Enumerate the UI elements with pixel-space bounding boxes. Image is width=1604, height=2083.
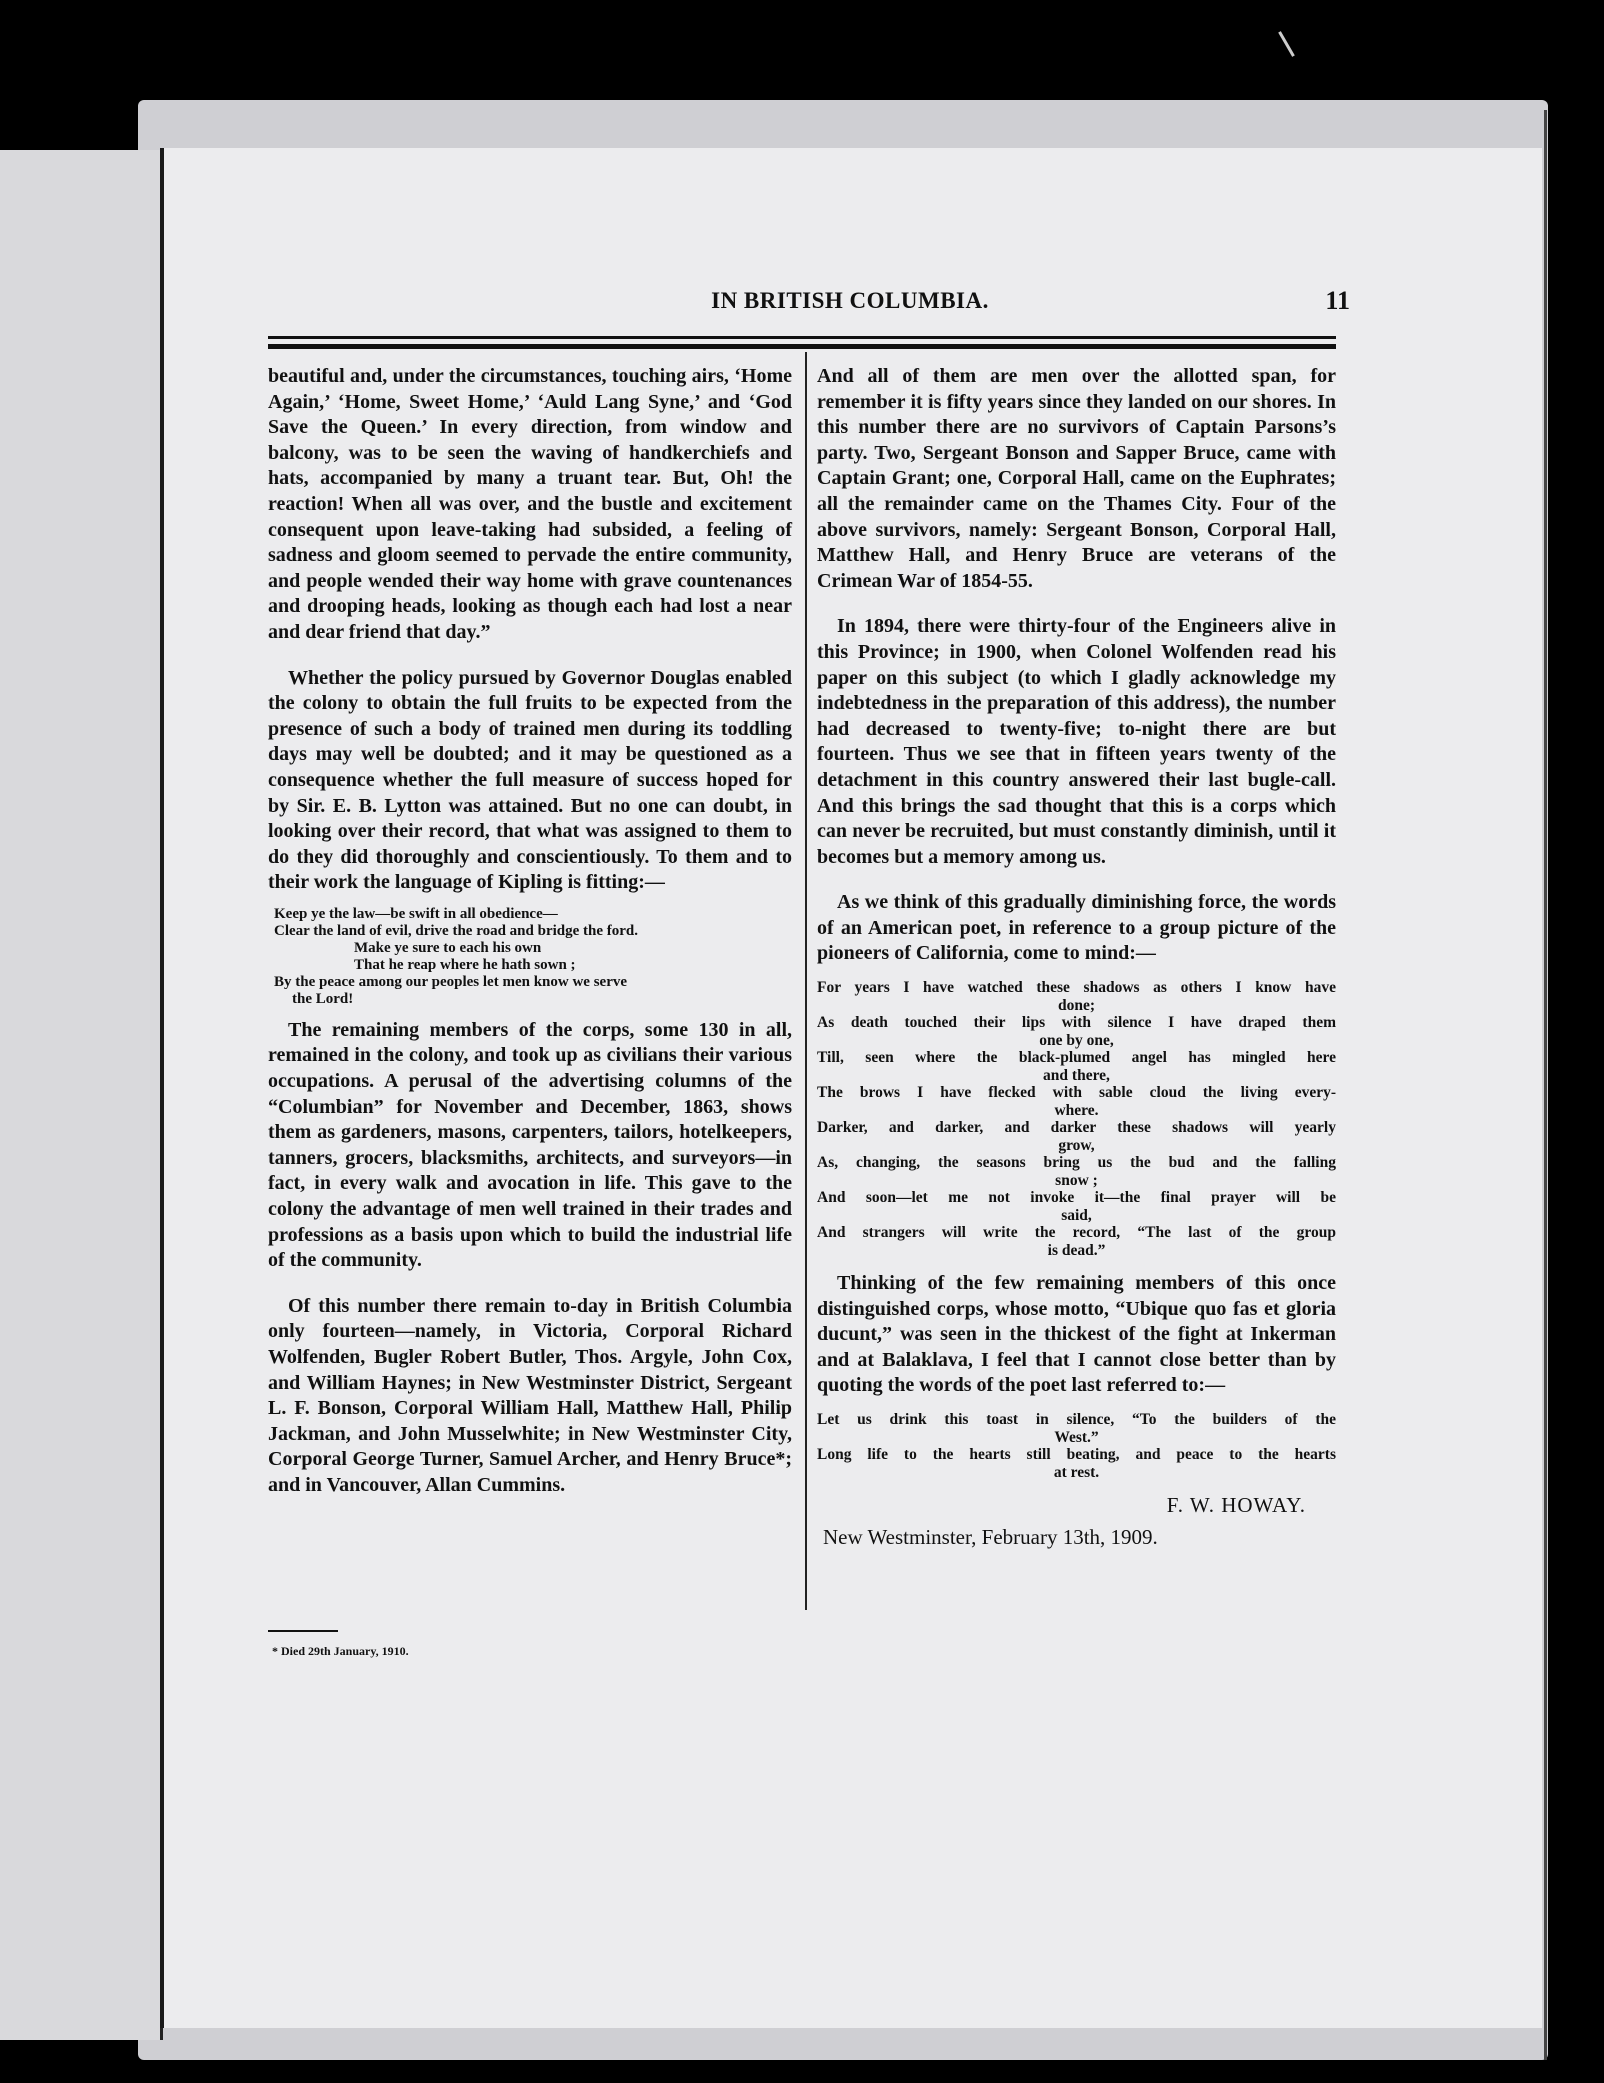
footnote-rule — [268, 1630, 338, 1632]
paragraph: In 1894, there were thirty-four of the Engineers alive in this Province; in 1900, when Colonel Wolfenden read his paper on this subject (to which I gladly acknowledge my indebtedness in the preparation of this address), the number had decreased to twenty-five; to-night there are but fourteen. Thus we see that in fifteen years twenty of the detachment in this country answered their last bugle-call. And this brings the sad thought that this is a corps which can never be recruited, but must constantly diminish, until it becomes but a memory among us. — [817, 615, 1336, 868]
toast-line: at rest. — [1053, 1463, 1100, 1481]
poem-line: The brows I have flecked with sable cloud the living every- — [817, 1084, 1336, 1102]
verse-line: the Lord! — [292, 990, 354, 1007]
paragraph: Of this number there remain to-day in British Columbia only fourteen—namely, in Victoria, Corporal Richard Wolfenden, Bugler Robert Butler, Thos. Argyle, John Cox, and William Haynes; in New Westminster District, Sergeant L. F. Bonson, Corporal William Hall, Matthew Hall, Philip Jackman, and John Musselwhite; in New Westminster City, Corporal George Turner, Samuel Archer, and Henry Bruce*; and in Vancouver, Allan Cummins. — [268, 1294, 792, 1496]
toast-line: West.” — [1054, 1428, 1099, 1446]
toast-line: Let us drink this toast in silence, “To the builders of the — [817, 1411, 1336, 1429]
paragraph: The remaining members of the corps, some 130 in all, remained in the colony, and took up as civilians their various occupations. A perusal of the advertising columns of the “Columbian” for November and December, 1863, shows them as gardeners, masons, carpenters, tailors, hotelkeepers, tanners, grocers, blacksmiths, architects, and surveyors—in fact, in every walk and avocation in life. This gave to the colony the advantage of men well trained in their trades and professions as a basis upon which to build the industrial life of the community. — [268, 1018, 792, 1272]
verse-line: Make ye sure to each his own — [354, 939, 542, 956]
poem-line: For years I have watched these shadows as others I know have — [817, 979, 1336, 997]
dateline: New Westminster, February 13th, 1909. — [823, 1524, 1158, 1549]
footnote: * Died 29th January, 1910. — [272, 1644, 409, 1658]
header-rule-thick — [268, 344, 1336, 349]
poem-line: As, changing, the seasons bring us the bud and the falling — [817, 1154, 1336, 1172]
page-number: 11 — [1325, 286, 1350, 315]
poem-line: And strangers will write the record, “The last of the group — [817, 1224, 1336, 1242]
poem-line: one by one, — [1039, 1031, 1114, 1049]
poem-line: where. — [1054, 1101, 1099, 1119]
poem-line: grow, — [1058, 1136, 1095, 1154]
poem-line: is dead.” — [1047, 1241, 1106, 1259]
poem-line: As death touched their lips with silence I have draped them — [817, 1014, 1336, 1032]
verse-line: Keep ye the law—be swift in all obedience— — [274, 905, 558, 922]
poem-line: done; — [1057, 996, 1096, 1014]
facing-page-edge — [0, 150, 163, 2040]
poem-line: And soon—let me not invoke it—the final prayer will be — [817, 1189, 1336, 1207]
poem-line: Till, seen where the black-plumed angel has mingled here — [817, 1049, 1336, 1067]
right-column — [817, 364, 1336, 1550]
header-rule — [268, 336, 1336, 339]
kipling-verse — [274, 906, 792, 1008]
toast-line: Long life to the hearts still beating, and peace to the hearts — [817, 1446, 1336, 1464]
paragraph: beautiful and, under the circumstances, touching airs, ‘Home Again,’ ‘Home, Sweet Home,’ ‘Auld Lang Syne,’ and ‘God Save the Queen.’ In every direction, from window and balcony, was to be seen the waving of handkerchiefs and hats, accompanied by many a truant tear. But, Oh! the reaction! When all was over, and the bustle and excitement consequent upon leave-taking had subsided, a feeling of sadness and gloom seemed to pervade the entire community, and people wended their way home with grave countenances and drooping heads, looking as though each had lost a near and dear friend that day.” — [268, 365, 792, 643]
scan-mark — [1278, 31, 1295, 57]
page-edge-shadow — [1544, 110, 1547, 2060]
poem-line: snow ; — [1055, 1171, 1098, 1189]
verse-line: By the peace among our peoples let men know we serve — [274, 973, 628, 990]
toast-verse — [817, 1411, 1336, 1481]
verse-line: Clear the land of evil, drive the road and bridge the ford. — [274, 922, 639, 939]
paragraph: As we think of this gradually diminishing force, the words of an American poet, in reference to a group picture of the pioneers of California, come to mind:— — [817, 891, 1336, 965]
paragraph: Whether the policy pursued by Governor Douglas enabled the colony to obtain the full fruits to be expected from the presence of such a body of trained men during its toddling days may well be doubted; and it may be questioned as a consequence whether the full measure of success hoped for by Sir. E. B. Lytton was attained. But no one can doubt, in looking over their record, that what was assigned to them to do they did thoroughly and conscientiously. To them and to their work the language of Kipling is fitting:— — [268, 666, 792, 894]
poem-line: Darker, and darker, and darker these shadows will yearly — [817, 1119, 1336, 1137]
author-signature: F. W. HOWAY. — [1166, 1493, 1306, 1518]
poem-line: and there, — [1043, 1066, 1110, 1084]
paragraph: And all of them are men over the allotted span, for remember it is fifty years since they landed on our shores. In this number there are no survivors of Captain Parsons’s party. Two, Sergeant Bonson and Sapper Bruce, came with Captain Grant; one, Corporal Hall, came on the Euphrates; all the remainder came on the Thames City. Four of the above survivors, namely: Sergeant Bonson, Corporal Hall, Matthew Hall, and Henry Bruce are veterans of the Crimean War of 1854-55. — [817, 365, 1336, 592]
california-poem — [817, 979, 1336, 1259]
paragraph: Thinking of the few remaining members of this once distinguished corps, whose motto, “Ubique quo fas et gloria ducunt,” was seen in the thickest of the fight at Inkerman and at Balaklava, I feel that I cannot close better than by quoting the words of the poet last referred to:— — [817, 1272, 1336, 1397]
verse-line: That he reap where he hath sown ; — [354, 956, 576, 973]
column-divider — [805, 352, 807, 1610]
left-column — [268, 364, 792, 1499]
poem-line: said, — [1061, 1206, 1092, 1224]
running-title: IN BRITISH COLUMBIA. — [711, 288, 989, 313]
